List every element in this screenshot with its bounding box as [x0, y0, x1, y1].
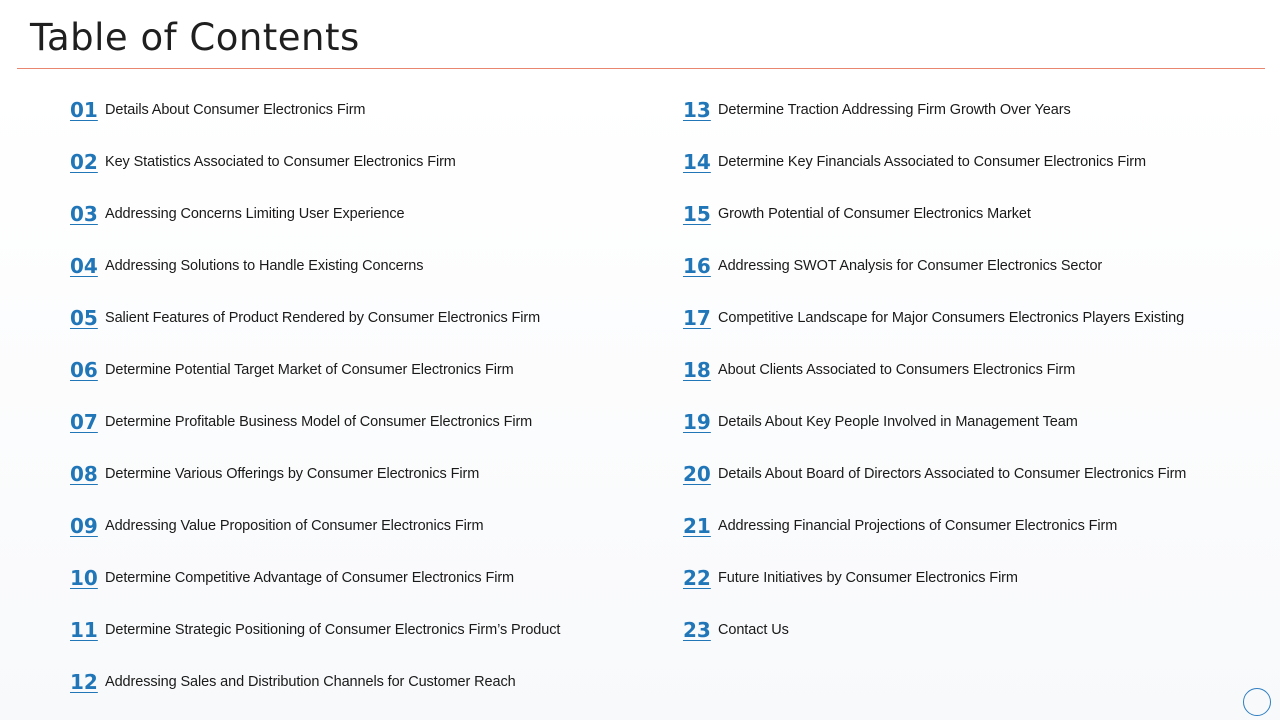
toc-label: Determine Profitable Business Model of Consumer Electronics Firm	[105, 414, 533, 430]
toc-item[interactable]	[683, 500, 1263, 552]
toc-item[interactable]	[683, 136, 1263, 188]
toc-label: Determine Potential Target Market of Consumer Electronics Firm	[105, 362, 514, 378]
circle-icon	[1243, 688, 1271, 716]
toc-item[interactable]	[70, 604, 650, 656]
toc-item[interactable]	[70, 448, 650, 500]
toc-number[interactable]: 10	[70, 566, 98, 590]
toc-item[interactable]	[683, 188, 1263, 240]
toc-item[interactable]	[683, 344, 1263, 396]
toc-number[interactable]: 04	[70, 254, 98, 278]
toc-label: Determine Key Financials Associated to Consumer Electronics Firm	[718, 154, 1146, 170]
toc-item[interactable]	[70, 396, 650, 448]
toc-item[interactable]	[70, 292, 650, 344]
toc-number[interactable]: 12	[70, 670, 98, 694]
toc-item[interactable]	[683, 552, 1263, 604]
toc-number[interactable]: 19	[683, 410, 711, 434]
toc-label: Key Statistics Associated to Consumer Electronics Firm	[105, 154, 456, 170]
toc-column-left	[70, 84, 650, 708]
toc-item[interactable]	[70, 344, 650, 396]
toc-item[interactable]	[70, 84, 650, 136]
toc-label: Determine Various Offerings by Consumer Electronics Firm	[105, 466, 480, 482]
toc-item[interactable]	[70, 500, 650, 552]
toc-label: Addressing Value Proposition of Consumer Electronics Firm	[105, 518, 484, 534]
toc-label: Salient Features of Product Rendered by Consumer Electronics Firm	[105, 310, 541, 326]
toc-label: Contact Us	[718, 622, 789, 638]
toc-number[interactable]: 11	[70, 618, 98, 642]
toc-item[interactable]	[70, 188, 650, 240]
toc-label: About Clients Associated to Consumers Electronics Firm	[718, 362, 1076, 378]
toc-item[interactable]	[683, 448, 1263, 500]
toc-number[interactable]: 02	[70, 150, 98, 174]
page-title: Table of Contents	[30, 16, 360, 59]
toc-label: Addressing Concerns Limiting User Experience	[105, 206, 405, 222]
toc-label: Growth Potential of Consumer Electronics Market	[718, 206, 1031, 222]
toc-label: Determine Competitive Advantage of Consumer Electronics Firm	[105, 570, 515, 586]
toc-number[interactable]: 05	[70, 306, 98, 330]
toc-number[interactable]: 07	[70, 410, 98, 434]
toc-label: Addressing Sales and Distribution Channels for Customer Reach	[105, 674, 516, 690]
toc-label: Addressing SWOT Analysis for Consumer Electronics Sector	[718, 258, 1103, 274]
toc-label: Competitive Landscape for Major Consumers Electronics Players Existing	[718, 310, 1185, 326]
toc-item[interactable]	[683, 292, 1263, 344]
toc-item[interactable]	[683, 84, 1263, 136]
toc-number[interactable]: 20	[683, 462, 711, 486]
toc-number[interactable]: 03	[70, 202, 98, 226]
toc-item[interactable]	[70, 552, 650, 604]
toc-number[interactable]: 06	[70, 358, 98, 382]
toc-item[interactable]	[683, 396, 1263, 448]
toc-number[interactable]: 14	[683, 150, 711, 174]
toc-number[interactable]: 15	[683, 202, 711, 226]
toc-label: Future Initiatives by Consumer Electronics Firm	[718, 570, 1018, 586]
toc-number[interactable]: 18	[683, 358, 711, 382]
toc-column-right	[683, 84, 1263, 656]
toc-item[interactable]	[70, 656, 650, 708]
toc-item[interactable]	[683, 604, 1263, 656]
toc-number[interactable]: 21	[683, 514, 711, 538]
toc-label: Determine Traction Addressing Firm Growth Over Years	[718, 102, 1071, 118]
toc-number[interactable]: 17	[683, 306, 711, 330]
toc-label: Details About Key People Involved in Management Team	[718, 414, 1078, 430]
toc-label: Determine Strategic Positioning of Consumer Electronics Firm’s Product	[105, 622, 561, 638]
toc-number[interactable]: 08	[70, 462, 98, 486]
toc-label: Details About Board of Directors Associated to Consumer Electronics Firm	[718, 466, 1187, 482]
title-divider	[17, 68, 1265, 69]
toc-number[interactable]: 22	[683, 566, 711, 590]
toc-number[interactable]: 01	[70, 98, 98, 122]
toc-item[interactable]	[70, 136, 650, 188]
toc-number[interactable]: 13	[683, 98, 711, 122]
toc-number[interactable]: 09	[70, 514, 98, 538]
toc-label: Addressing Solutions to Handle Existing Concerns	[105, 258, 424, 274]
toc-number[interactable]: 16	[683, 254, 711, 278]
toc-item[interactable]	[70, 240, 650, 292]
toc-label: Addressing Financial Projections of Consumer Electronics Firm	[718, 518, 1118, 534]
toc-item[interactable]	[683, 240, 1263, 292]
toc-number[interactable]: 23	[683, 618, 711, 642]
toc-label: Details About Consumer Electronics Firm	[105, 102, 366, 118]
